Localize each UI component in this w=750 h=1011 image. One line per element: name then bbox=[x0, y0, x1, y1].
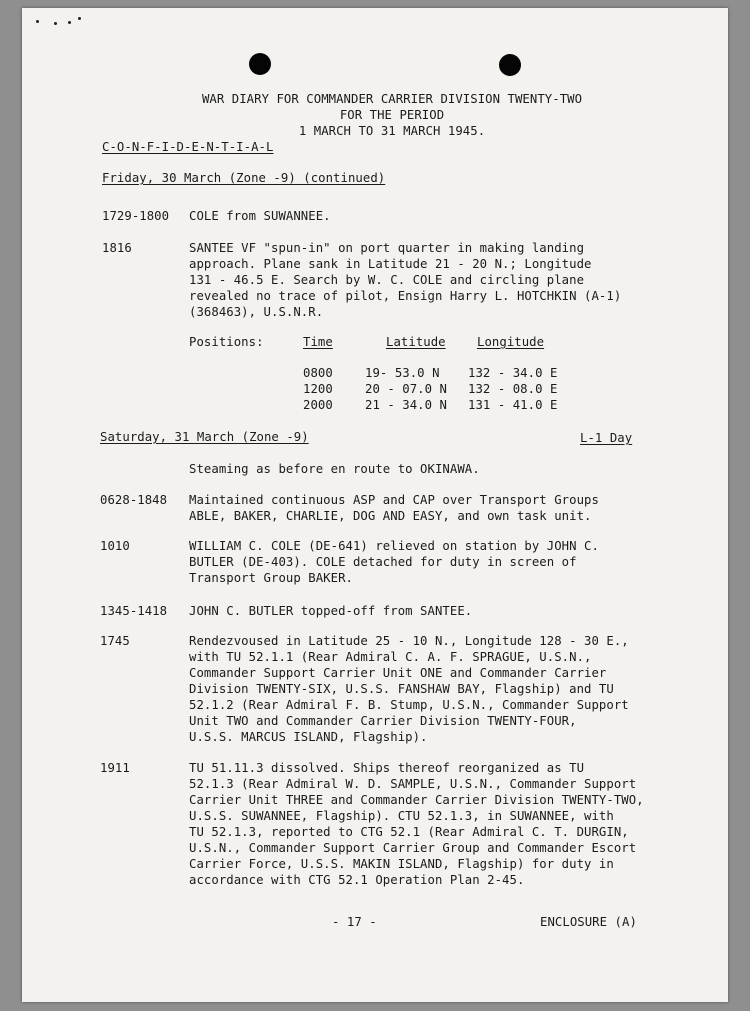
entry-text: revealed no trace of pilot, Ensign Harry L. HOTCHKIN (A-1) bbox=[189, 289, 622, 303]
entry-text: Transport Group BAKER. bbox=[189, 571, 353, 585]
entry-time: 0628-1848 bbox=[100, 493, 168, 507]
entry-text: with TU 52.1.1 (Rear Admiral C. A. F. SPRAGUE, U.S.N., bbox=[189, 650, 592, 664]
position-latitude: 21 - 34.0 N bbox=[365, 398, 447, 412]
entry-time: 1729-1800 bbox=[102, 209, 170, 223]
entry-text: 131 - 46.5 E. Search by W. C. COLE and circling plane bbox=[189, 273, 585, 287]
day-heading: Friday, 30 March (Zone -9) (continued) bbox=[102, 171, 386, 185]
entry-text: TU 52.1.3, reported to CTG 52.1 (Rear Admiral C. T. DURGIN, bbox=[189, 825, 629, 839]
binder-hole bbox=[499, 54, 521, 76]
entry-text: Carrier Force, U.S.S. MAKIN ISLAND, Flagship) for duty in bbox=[189, 857, 614, 871]
entry-text: U.S.N., Commander Support Carrier Group and Commander Escort bbox=[189, 841, 637, 855]
entry-text: COLE from SUWANNEE. bbox=[189, 209, 331, 223]
entry-time: 1911 bbox=[100, 761, 130, 775]
positions-label: Positions: bbox=[189, 335, 264, 349]
entry-text: Steaming as before en route to OKINAWA. bbox=[189, 462, 480, 476]
entry-text: Maintained continuous ASP and CAP over Transport Groups bbox=[189, 493, 599, 507]
entry-time: 1345-1418 bbox=[100, 604, 168, 618]
column-header-time: Time bbox=[303, 335, 333, 349]
header-title: WAR DIARY FOR COMMANDER CARRIER DIVISION TWENTY-TWO bbox=[201, 92, 583, 106]
position-time: 2000 bbox=[303, 398, 333, 412]
entry-text: Division TWENTY-SIX, U.S.S. FANSHAW BAY, Flagship) and TU bbox=[189, 682, 614, 696]
entry-text: U.S.S. SUWANNEE, Flagship). CTU 52.1.3, in SUWANNEE, with bbox=[189, 809, 614, 823]
entry-text: (368463), U.S.N.R. bbox=[189, 305, 324, 319]
position-latitude: 20 - 07.0 N bbox=[365, 382, 447, 396]
position-time: 0800 bbox=[303, 366, 333, 380]
column-header-longitude: Longitude bbox=[477, 335, 545, 349]
entry-text: ABLE, BAKER, CHARLIE, DOG AND EASY, and own task unit. bbox=[189, 509, 592, 523]
entry-text: SANTEE VF "spun-in" on port quarter in making landing bbox=[189, 241, 585, 255]
day-tag: L-1 Day bbox=[580, 431, 633, 445]
entry-text: Commander Support Carrier Unit ONE and Commander Carrier bbox=[189, 666, 607, 680]
entry-text: Rendezvoused in Latitude 25 - 10 N., Longitude 128 - 30 E., bbox=[189, 634, 629, 648]
entry-text: 52.1.3 (Rear Admiral W. D. SAMPLE, U.S.N., Commander Support bbox=[189, 777, 637, 791]
header-period: FOR THE PERIOD bbox=[339, 108, 445, 122]
entry-text: WILLIAM C. COLE (DE-641) relieved on station by JOHN C. bbox=[189, 539, 599, 553]
entry-text: 52.1.2 (Rear Admiral F. B. Stump, U.S.N., Commander Support bbox=[189, 698, 629, 712]
entry-text: accordance with CTG 52.1 Operation Plan 2-45. bbox=[189, 873, 525, 887]
page-number: - 17 - bbox=[332, 915, 377, 929]
entry-time: 1745 bbox=[100, 634, 130, 648]
entry-text: Carrier Unit THREE and Commander Carrier Division TWENTY-TWO, bbox=[189, 793, 644, 807]
entry-text: U.S.S. MARCUS ISLAND, Flagship). bbox=[189, 730, 428, 744]
entry-text: Unit TWO and Commander Carrier Division TWENTY-FOUR, bbox=[189, 714, 577, 728]
header-dates: 1 MARCH TO 31 MARCH 1945. bbox=[298, 124, 486, 138]
position-latitude: 19- 53.0 N bbox=[365, 366, 440, 380]
entry-time: 1816 bbox=[102, 241, 132, 255]
enclosure-label: ENCLOSURE (A) bbox=[540, 915, 637, 929]
entry-text: BUTLER (DE-403). COLE detached for duty in screen of bbox=[189, 555, 577, 569]
classification-marking: C-O-N-F-I-D-E-N-T-I-A-L bbox=[102, 140, 274, 154]
speck bbox=[68, 21, 71, 24]
position-longitude: 131 - 41.0 E bbox=[468, 398, 558, 412]
entry-text: approach. Plane sank in Latitude 21 - 20 N.; Longitude bbox=[189, 257, 592, 271]
document-page bbox=[22, 8, 728, 1002]
position-time: 1200 bbox=[303, 382, 333, 396]
entry-text: TU 51.11.3 dissolved. Ships thereof reorganized as TU bbox=[189, 761, 585, 775]
entry-time: 1010 bbox=[100, 539, 130, 553]
speck bbox=[54, 22, 57, 25]
speck bbox=[78, 17, 81, 20]
day-heading: Saturday, 31 March (Zone -9) bbox=[100, 430, 309, 444]
binder-hole bbox=[249, 53, 271, 75]
column-header-latitude: Latitude bbox=[386, 335, 446, 349]
speck bbox=[36, 20, 39, 23]
position-longitude: 132 - 08.0 E bbox=[468, 382, 558, 396]
position-longitude: 132 - 34.0 E bbox=[468, 366, 558, 380]
entry-text: JOHN C. BUTLER topped-off from SANTEE. bbox=[189, 604, 473, 618]
